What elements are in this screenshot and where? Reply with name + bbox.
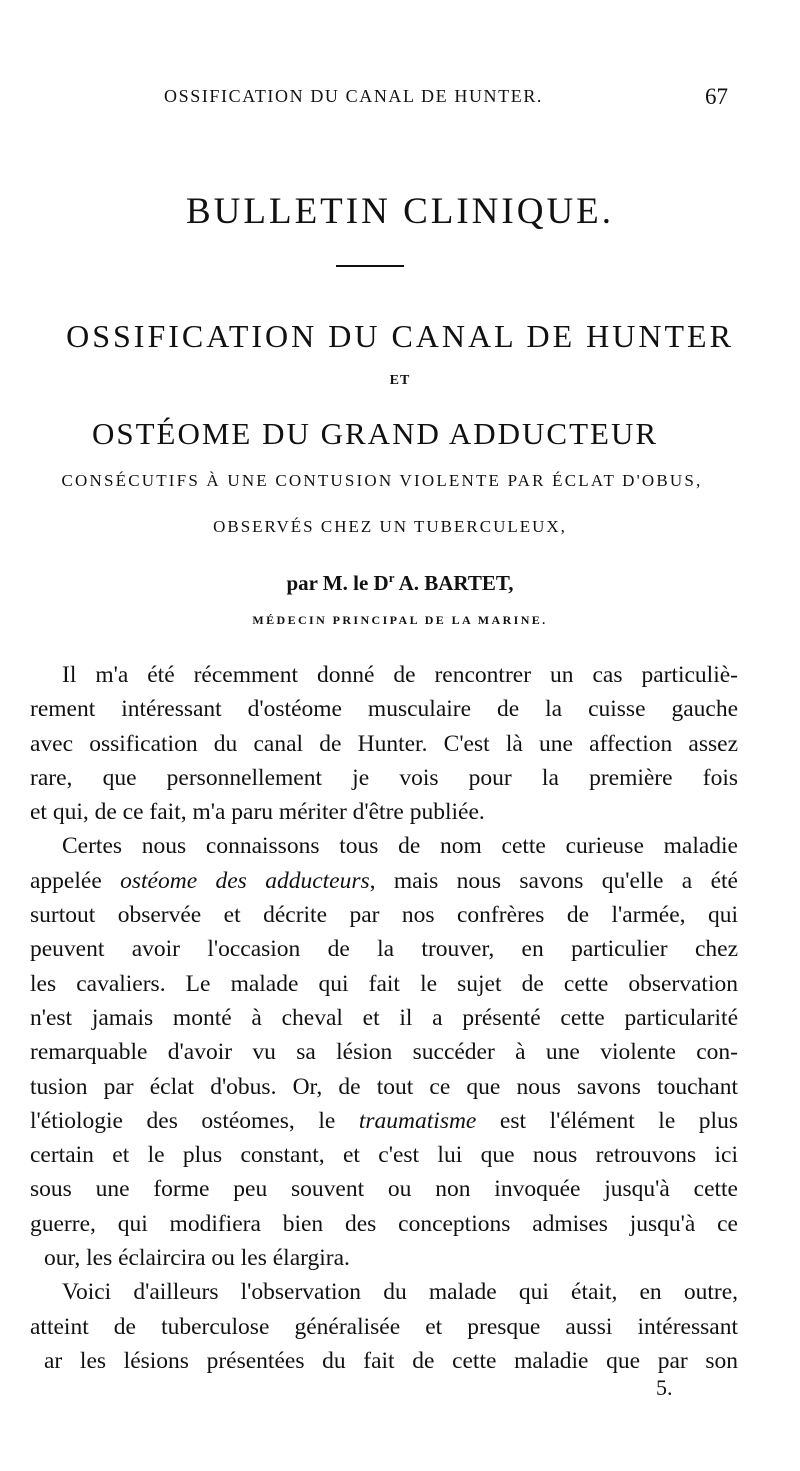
author-role: MÉDECIN PRINCIPAL DE LA MARINE. (252, 613, 548, 627)
body-line: et qui, de ce fait, m'a paru mériter d'être publiée. (30, 799, 485, 826)
italic-term: traumatisme (358, 1107, 477, 1134)
author-prefix: par M. le D (286, 571, 389, 595)
body-line: n'est jamais monté à cheval et il a présenté cette particularité (30, 1004, 738, 1031)
page-number: 67 (705, 84, 728, 109)
body-line: avec ossification du canal de Hunter. C'est là une affection assez (30, 730, 738, 757)
author-line (210, 570, 590, 596)
body-line: our, les éclaircira ou les élargira. (44, 1245, 350, 1272)
running-head (36, 86, 734, 112)
article-subtitle: OSTÉOME DU GRAND ADDUCTEUR (91, 416, 659, 451)
cause-line-2: OBSERVÉS CHEZ UN TUBERCULEUX, (213, 517, 567, 536)
body-line: Certes nous connaissons tous de nom cette curieuse maladie (62, 833, 738, 860)
body-line: remarquable d'avoir vu sa lésion succéder à une violente con- (30, 1039, 738, 1066)
body-text-run: appelée (30, 867, 121, 894)
body-line: surtout observée et décrite par nos confrères de l'armée, qui (30, 902, 738, 929)
body-line: guerre, qui modifiera bien des conceptions admises jusqu'à ce (30, 1210, 738, 1237)
body-line: atteint de tuberculose généralisée et presque aussi intéressant (30, 1313, 738, 1340)
body-text-run: , mais nous savons qu'elle a été (369, 867, 738, 894)
cause-line-1: CONSÉCUTIFS À UNE CONTUSION VIOLENTE PAR ÉCLAT D'OBUS, (61, 471, 703, 490)
running-title: OSSIFICATION DU CANAL DE HUNTER. (164, 86, 544, 106)
body-line: Il m'a été récemment donné de rencontrer un cas particuliè- (62, 662, 738, 688)
body-line: rement intéressant d'ostéome musculaire de la cuisse gauche (30, 696, 738, 723)
body-line (30, 1104, 738, 1138)
signature-mark: 5. (656, 1375, 673, 1400)
body-line: sous une forme peu souvent ou non invoquée jusqu'à cette (30, 1176, 738, 1203)
body-text-run: est l'élément le plus (476, 1107, 738, 1134)
body-line: ar les lésions présentées du fait de cette maladie que par son (44, 1347, 738, 1374)
title-connector: ET (389, 373, 411, 388)
article-body (30, 658, 738, 1378)
author-superscript: r (388, 570, 395, 585)
italic-term: ostéome des adducteurs (120, 867, 370, 894)
body-line: les cavaliers. Le malade qui fait le sujet de cette observation (30, 970, 738, 997)
body-text-run: l'étiologie des ostéomes, le (30, 1107, 359, 1134)
body-line (30, 864, 738, 898)
article-title: OSSIFICATION DU CANAL DE HUNTER (66, 318, 734, 354)
body-line: rare, que personnellement je vois pour la première fois (30, 764, 738, 791)
body-line: peuvent avoir l'occasion de la trouver, en particulier chez (30, 936, 738, 963)
body-line: certain et le plus constant, et c'est lui que nous retrouvons ici (30, 1142, 738, 1169)
author-name: A. BARTET, (394, 571, 514, 595)
title-rule (336, 265, 404, 267)
body-line: Voici d'ailleurs l'observation du malade qui était, en outre, (62, 1279, 738, 1306)
body-line: tusion par éclat d'obus. Or, de tout ce que nous savons touchant (30, 1073, 738, 1100)
section-title: BULLETIN CLINIQUE. (185, 191, 615, 232)
